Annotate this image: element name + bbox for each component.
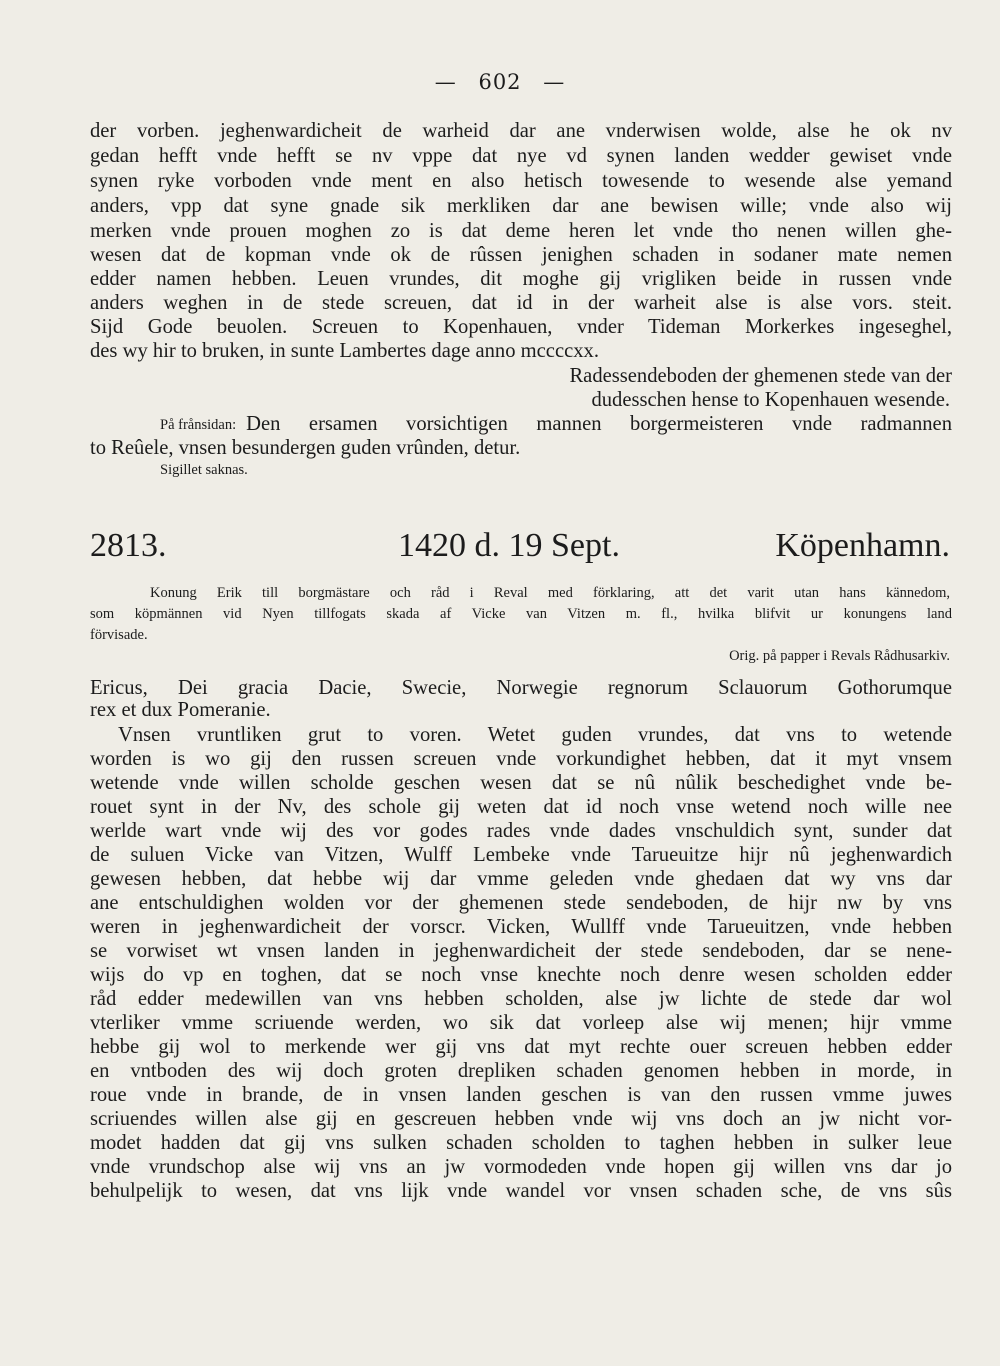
continuation-line: merken vnde prouen moghen zo is dat deme heren let vnde tho nenen willen ghe- [90, 220, 952, 242]
continuation-line: edder namen hebben. Leuen vrundes, dit moghe gij vrigliken beide in russen vnde [90, 268, 952, 290]
address-label: På frånsidan: [160, 417, 237, 433]
letter-body-line: råd edder medewillen van vns hebben scholden, alse jw lichte de stede dar wol [90, 988, 952, 1010]
entry-date: 1420 d. 19 Sept. [398, 527, 620, 564]
letter-body-line: vnde vrundschop alse wij vns an jw vormodeden vnde hopen gij willen vns dar jo [90, 1156, 952, 1178]
signature-line: Radessendeboden der ghemenen stede van der [569, 365, 952, 387]
seal-note: Sigillet saknas. [160, 462, 248, 478]
letter-body-line: ane entschuldighen wolden vor der ghemenen stede sendeboden, de hijr nw by vns [90, 892, 952, 914]
continuation-line: anders, vpp dat syne gnade sik merkliken dar ane bewisen wille; vnde also wij [90, 195, 952, 217]
continuation-line: synen ryke vorboden vnde ment en also hetisch towesende to wesende alse yemand [90, 170, 952, 192]
letter-body-line: roue vnde in brande, de in vnsen landen geschen is van den russen vmme juwes [90, 1084, 952, 1106]
continuation-line: der vorben. jeghenwardicheit de warheid dar ane vnderwisen wolde, alse he ok nv [90, 120, 952, 142]
address-line: to Reûele, vnsen besundergen guden vrûnden, detur. [90, 437, 521, 459]
letter-body-line: Vnsen vruntliken grut to voren. Wetet guden vrundes, dat vns to wetende [118, 724, 952, 746]
letter-body-line: se vorwiset wt vnsen landen in jeghenwardicheit der stede sendeboden, dar se nene- [90, 940, 952, 962]
letter-body-line: en vntboden des wij doch groten drepliken schaden genomen hebben in morde, in [90, 1060, 952, 1082]
continuation-line: wesen dat de kopman vnde ok de rûssen jenighen schaden in sodaner mate nemen [90, 244, 952, 266]
letter-body-line: worden is wo gij den russen screuen vnde vorkundighet hebben, dat it myt vnsem [90, 748, 952, 770]
entry-place: Köpenhamn. [775, 527, 950, 564]
entry-number: 2813. [90, 527, 167, 564]
entry-summary-line: förvisade. [90, 627, 148, 643]
letter-body-line: de suluen Vicke van Vitzen, Wulff Lembeke vnde Tarueuitze hijr nû jeghenwardich [90, 844, 952, 866]
entry-summary-line: som köpmännen vid Nyen tillfogats skada af Vicke van Vitzen m. fl., hvilka blifvit ur konungens land [90, 606, 952, 622]
address-line: Den ersamen vorsichtigen mannen borgermeisteren vnde radmannen [246, 413, 952, 435]
letter-body-line: rouet synt in der Nv, des schole gij weten dat id noch vnse wetend noch wille nee [90, 796, 952, 818]
letter-body-line: gewesen hebben, dat hebbe wij dar vmme geleden vnde ghedaen dat wy vns dar [90, 868, 952, 890]
continuation-line: gedan hefft vnde hefft se nv vppe dat nye vd synen landen wedder gewiset vnde [90, 145, 952, 167]
letter-body-line: wetende vnde willen scholde geschen wesen dat se nû nûlik beschedighet vnde be- [90, 772, 952, 794]
entry-summary-line: Konung Erik till borgmästare och råd i Reval med förklaring, att det varit utan hans kännedom, [150, 585, 950, 601]
letter-body-line: vterliker vmme scriuende werden, wo sik dat vorleep alse wij menen; hijr vmme [90, 1012, 952, 1034]
letter-body-line: wijs do vp en toghen, dat se noch vnse knechte noch denre wesen scholden edder [90, 964, 952, 986]
letter-body-line: weren in jeghenwardicheit der vorscr. Vicken, Wullff vnde Tarueuitzen, vnde hebben [90, 916, 952, 938]
letter-intro-line: Ericus, Dei gracia Dacie, Swecie, Norwegie regnorum Sclauorum Gothorumque [90, 677, 952, 699]
letter-intro-line: rex et dux Pomeranie. [90, 699, 271, 721]
page-number-dash-right: — [543, 70, 566, 94]
page-number-dash-left: — [434, 70, 457, 94]
letter-body-line: werlde wart vnde wij des vor godes rades vnde dades vnschuldich synt, sunder dat [90, 820, 952, 842]
continuation-line: Sijd Gode beuolen. Screuen to Kopenhauen, vnder Tideman Morkerkes ingeseghel, [90, 316, 952, 338]
signature-line: dudesschen hense to Kopenhauen wesende. [591, 389, 950, 411]
page-number [0, 70, 1000, 94]
entry-source: Orig. på papper i Revals Rådhusarkiv. [729, 648, 950, 664]
letter-body-line: scriuendes willen alse gij en gescreuen hebben vnde wij vns doch an jw nicht vor- [90, 1108, 952, 1130]
letter-body-line: hebbe gij wol to merkende wer gij vns dat myt rechte ouer screuen hebben edder [90, 1036, 952, 1058]
entry-heading [90, 526, 950, 566]
page-number-value: 602 [478, 70, 522, 94]
continuation-line: anders weghen in de stede screuen, dat id in der warheit alse is alse vors. steit. [90, 292, 952, 314]
address-block [160, 413, 952, 435]
letter-body-line: modet hadden dat gij vns sulken schaden scholden to taghen hebben in sulker leue [90, 1132, 952, 1154]
continuation-line: des wy hir to bruken, in sunte Lambertes dage anno mccccxx. [90, 340, 599, 362]
letter-body-line: behulpelijk to wesen, dat vns lijk vnde wandel vor vnsen schaden sche, de vns sûs [90, 1180, 952, 1202]
